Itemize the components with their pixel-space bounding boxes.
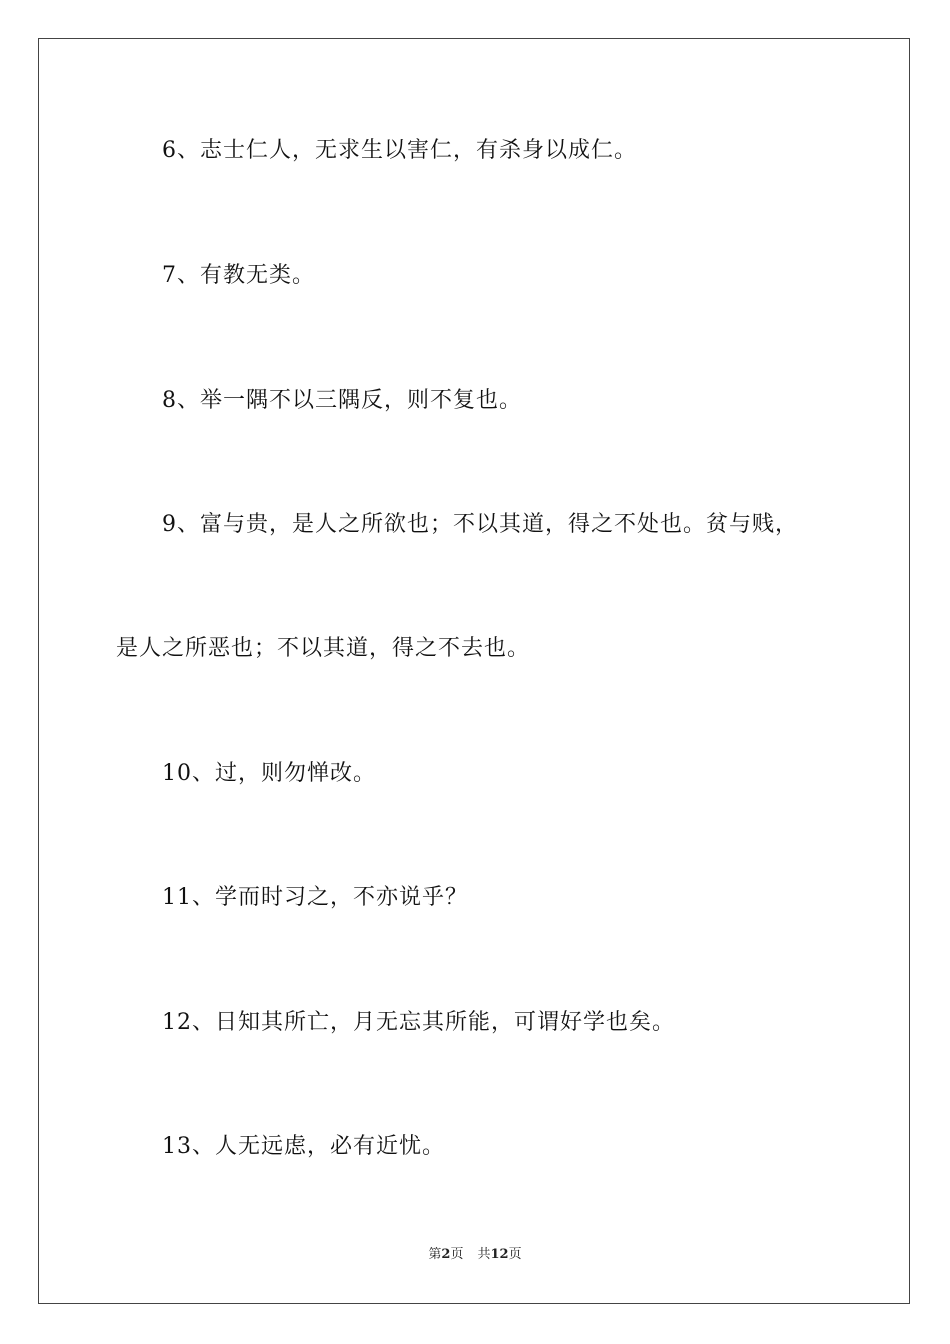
quote-line-7: 7、有教无类。 [162, 263, 315, 288]
page-total: 12 [490, 1247, 509, 1262]
page-suffix: 页 [450, 1247, 464, 1262]
quote-line-6: 6、志士仁人，无求生以害仁，有杀身以成仁。 [162, 138, 637, 163]
quote-line-12: 12、日知其所亡，月无忘其所能，可谓好学也矣。 [162, 1010, 675, 1035]
quote-line-10: 10、过，则勿惮改。 [162, 761, 376, 786]
page-footer [0, 1246, 950, 1264]
quote-line-9-continued: 是人之所恶也；不以其道，得之不去也。 [116, 636, 531, 661]
quote-line-8: 8、举一隅不以三隅反，则不复也。 [162, 388, 522, 413]
total-suffix: 页 [508, 1247, 522, 1262]
quote-line-9: 9、富与贵，是人之所欲也；不以其道，得之不处也。贫与贱， [162, 512, 798, 537]
total-prefix: 共 [477, 1247, 491, 1262]
page-prefix: 第 [428, 1247, 442, 1262]
page-number: 2 [441, 1247, 451, 1262]
page-border [38, 38, 910, 1304]
quote-line-13: 13、人无远虑，必有近忧。 [162, 1134, 445, 1159]
quote-line-11: 11、学而时习之，不亦说乎？ [162, 885, 468, 910]
